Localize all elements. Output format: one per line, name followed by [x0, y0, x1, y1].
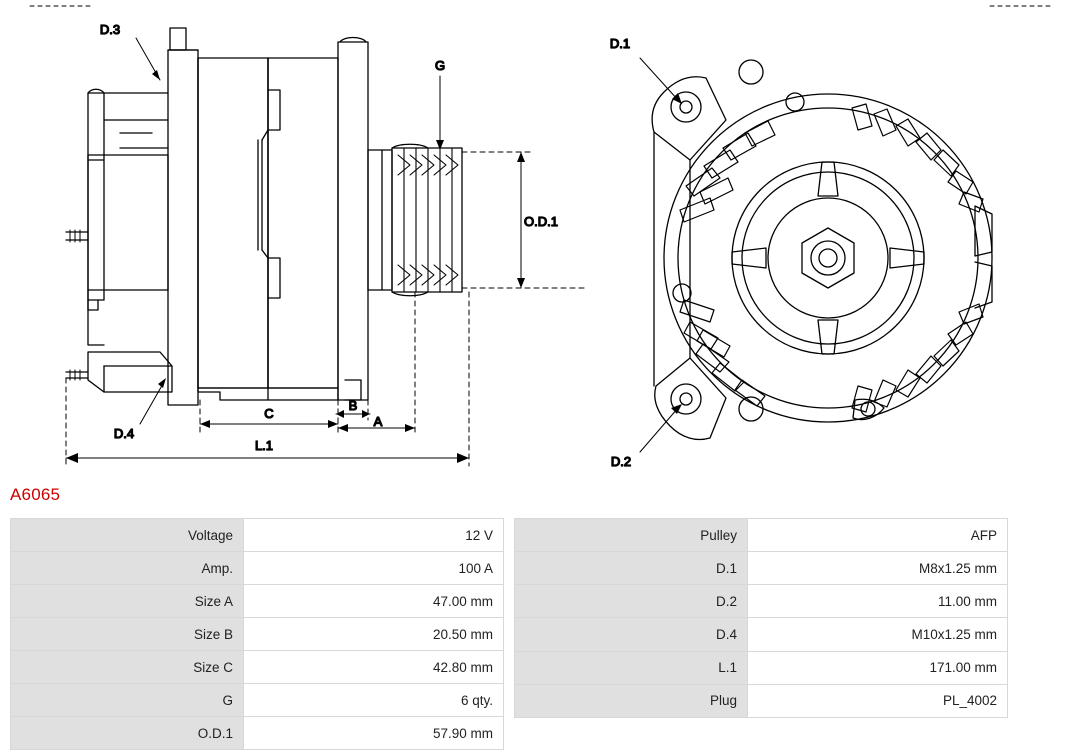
- spec-value: AFP: [748, 519, 1008, 552]
- table-row: [515, 618, 1008, 651]
- spec-value: 11.00 mm: [748, 585, 1008, 618]
- spec-label: D.4: [515, 618, 748, 651]
- spec-value: 12 V: [244, 519, 504, 552]
- spec-value: 6 qty.: [244, 684, 504, 717]
- spec-label: Size C: [11, 651, 244, 684]
- spec-value: 42.80 mm: [244, 651, 504, 684]
- table-row: [515, 519, 1008, 552]
- spec-label: L.1: [515, 651, 748, 684]
- spec-value-empty: [748, 717, 1008, 750]
- spec-value: 20.50 mm: [244, 618, 504, 651]
- spec-value: M10x1.25 mm: [748, 618, 1008, 651]
- table-row: [11, 717, 504, 750]
- svg-text:A: A: [373, 414, 383, 429]
- spec-label: O.D.1: [11, 717, 244, 750]
- spec-label: G: [11, 684, 244, 717]
- table-row: [515, 585, 1008, 618]
- spec-label-empty: [515, 717, 748, 750]
- svg-text:O.D.1: O.D.1: [524, 214, 558, 229]
- specification-tables: [10, 518, 1070, 750]
- spec-table-left: [10, 518, 504, 750]
- spec-label: D.2: [515, 585, 748, 618]
- table-row: [11, 552, 504, 585]
- table-row-empty: [515, 717, 1008, 750]
- svg-text:D.4: D.4: [113, 426, 135, 441]
- spec-value: 171.00 mm: [748, 651, 1008, 684]
- spec-label: Amp.: [11, 552, 244, 585]
- table-row: [515, 552, 1008, 585]
- table-row: [515, 684, 1008, 717]
- svg-text:G: G: [434, 58, 446, 73]
- svg-text:B: B: [348, 398, 358, 413]
- spec-value: 47.00 mm: [244, 585, 504, 618]
- part-number: A6065: [10, 485, 61, 504]
- spec-label: Size A: [11, 585, 244, 618]
- svg-text:D.3: D.3: [99, 22, 121, 37]
- spec-label: Voltage: [11, 519, 244, 552]
- spec-label: D.1: [515, 552, 748, 585]
- table-row: [11, 684, 504, 717]
- svg-text:C: C: [264, 406, 274, 421]
- spec-label: Size B: [11, 618, 244, 651]
- svg-text:L.1: L.1: [254, 438, 274, 453]
- spec-value: PL_4002: [748, 684, 1008, 717]
- spec-label: Plug: [515, 684, 748, 717]
- table-row: [11, 519, 504, 552]
- svg-text:D.1: D.1: [609, 36, 631, 51]
- table-row: [11, 618, 504, 651]
- table-row: [11, 651, 504, 684]
- spec-value: 100 A: [244, 552, 504, 585]
- spec-label: Pulley: [515, 519, 748, 552]
- spec-table-right: [514, 518, 1008, 750]
- table-row: [11, 585, 504, 618]
- table-row: [515, 651, 1008, 684]
- spec-value: M8x1.25 mm: [748, 552, 1008, 585]
- spec-value: 57.90 mm: [244, 717, 504, 750]
- svg-text:D.2: D.2: [610, 454, 632, 469]
